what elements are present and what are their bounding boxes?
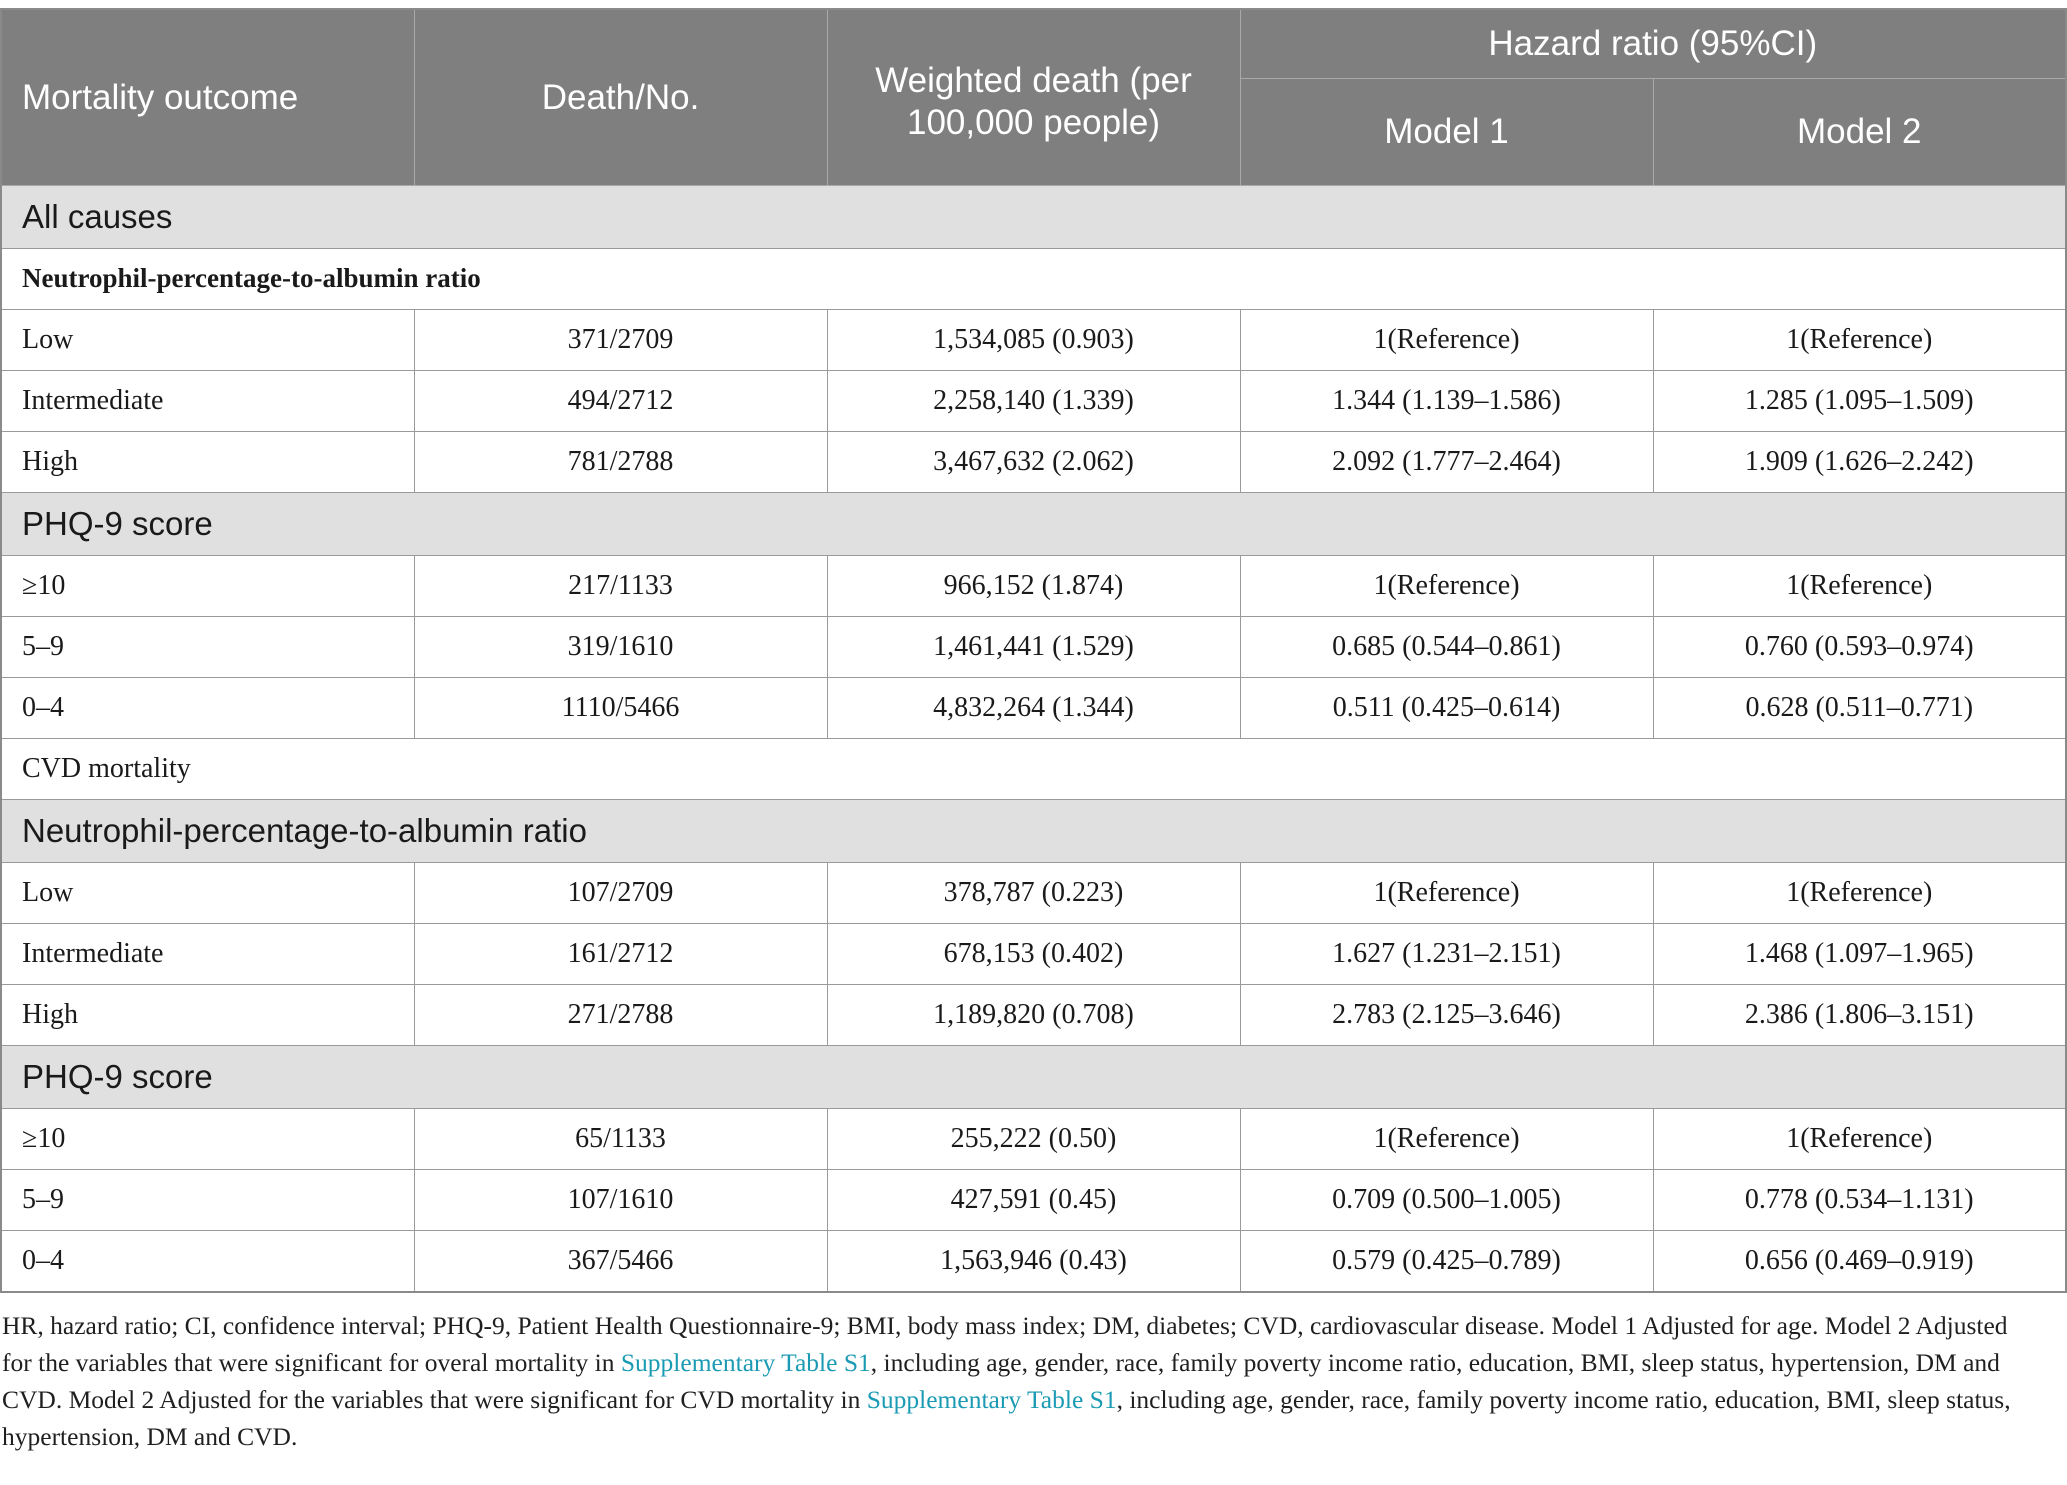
model-2-cell: 1.909 (1.626–2.242) — [1653, 432, 2066, 493]
supplementary-table-link[interactable]: Supplementary Table S1 — [620, 1348, 871, 1377]
model-1-cell: 1(Reference) — [1240, 310, 1653, 371]
row-label: High — [1, 432, 414, 493]
table-row — [1, 371, 2066, 432]
mortality-hazard-table — [0, 8, 2067, 1293]
model-2-cell: 0.778 (0.534–1.131) — [1653, 1170, 2066, 1231]
model-1-cell: 1.344 (1.139–1.586) — [1240, 371, 1653, 432]
weighted-death-cell: 378,787 (0.223) — [827, 863, 1240, 924]
header-mortality-outcome: Mortality outcome — [1, 9, 414, 186]
table-row — [1, 924, 2066, 985]
death-count-cell: 319/1610 — [414, 617, 827, 678]
subhead-label: Neutrophil-percentage-to-albumin ratio — [1, 249, 2066, 310]
subhead-label: CVD mortality — [1, 739, 2066, 800]
death-count-cell: 107/2709 — [414, 863, 827, 924]
table-row — [1, 432, 2066, 493]
death-count-cell: 781/2788 — [414, 432, 827, 493]
table-row — [1, 556, 2066, 617]
model-2-cell: 1(Reference) — [1653, 310, 2066, 371]
weighted-death-cell: 966,152 (1.874) — [827, 556, 1240, 617]
weighted-death-cell: 427,591 (0.45) — [827, 1170, 1240, 1231]
death-count-cell: 217/1133 — [414, 556, 827, 617]
row-label: Low — [1, 863, 414, 924]
model-2-cell: 1.468 (1.097–1.965) — [1653, 924, 2066, 985]
table-row — [1, 1170, 2066, 1231]
model-2-cell: 2.386 (1.806–3.151) — [1653, 985, 2066, 1046]
death-count-cell: 107/1610 — [414, 1170, 827, 1231]
row-label: 5–9 — [1, 617, 414, 678]
death-count-cell: 65/1133 — [414, 1109, 827, 1170]
section-row-phq9 — [1, 493, 2066, 556]
model-1-cell: 0.511 (0.425–0.614) — [1240, 678, 1653, 739]
subhead-row-npar — [1, 249, 2066, 310]
weighted-death-cell: 1,563,946 (0.43) — [827, 1231, 1240, 1293]
weighted-death-cell: 1,189,820 (0.708) — [827, 985, 1240, 1046]
section-label: PHQ-9 score — [1, 493, 2066, 556]
footnote-text-3: , including age, gender, race, family poverty income ratio, education, BMI, sleep status, hypertension, DM and CVD. — [2, 1385, 2011, 1451]
row-label: ≥10 — [1, 556, 414, 617]
weighted-death-cell: 1,461,441 (1.529) — [827, 617, 1240, 678]
weighted-death-cell: 1,534,085 (0.903) — [827, 310, 1240, 371]
model-1-cell: 0.579 (0.425–0.789) — [1240, 1231, 1653, 1293]
subhead-row-cvd-mortality — [1, 739, 2066, 800]
death-count-cell: 494/2712 — [414, 371, 827, 432]
table-row — [1, 310, 2066, 371]
model-2-cell: 1(Reference) — [1653, 556, 2066, 617]
model-2-cell: 0.760 (0.593–0.974) — [1653, 617, 2066, 678]
model-1-cell: 2.783 (2.125–3.646) — [1240, 985, 1653, 1046]
row-label: ≥10 — [1, 1109, 414, 1170]
row-label: Intermediate — [1, 371, 414, 432]
header-hazard-ratio-group: Hazard ratio (95%CI) — [1240, 9, 2066, 79]
model-1-cell: 0.709 (0.500–1.005) — [1240, 1170, 1653, 1231]
section-row-all-causes — [1, 186, 2066, 249]
table-body — [1, 186, 2066, 1293]
model-1-cell: 1(Reference) — [1240, 863, 1653, 924]
table-row — [1, 863, 2066, 924]
model-1-cell: 0.685 (0.544–0.861) — [1240, 617, 1653, 678]
model-1-cell: 2.092 (1.777–2.464) — [1240, 432, 1653, 493]
section-row-phq9 — [1, 1046, 2066, 1109]
page — [0, 8, 2067, 1455]
section-label: PHQ-9 score — [1, 1046, 2066, 1109]
row-label: Intermediate — [1, 924, 414, 985]
row-label: High — [1, 985, 414, 1046]
model-1-cell: 1.627 (1.231–2.151) — [1240, 924, 1653, 985]
row-label: 0–4 — [1, 678, 414, 739]
model-2-cell: 0.656 (0.469–0.919) — [1653, 1231, 2066, 1293]
weighted-death-cell: 2,258,140 (1.339) — [827, 371, 1240, 432]
death-count-cell: 271/2788 — [414, 985, 827, 1046]
table-row — [1, 617, 2066, 678]
model-2-cell: 0.628 (0.511–0.771) — [1653, 678, 2066, 739]
footnote-text-1: HR, hazard ratio; CI, confidence interval; PHQ-9, Patient Health Questionnaire-9; BMI, body mass index; DM, diabetes; CVD, cardiovascular disease. Model 1 Adjusted for age. Model 2 Adjusted for the variables that were significant for overal mortality in — [2, 1311, 2008, 1377]
section-label: All causes — [1, 186, 2066, 249]
header-weighted-death: Weighted death (per 100,000 people) — [827, 9, 1240, 186]
row-label: 0–4 — [1, 1231, 414, 1293]
model-2-cell: 1.285 (1.095–1.509) — [1653, 371, 2066, 432]
weighted-death-cell: 3,467,632 (2.062) — [827, 432, 1240, 493]
footnote-text-2: , including age, gender, race, family poverty income ratio, education, BMI, sleep status, hypertension, DM and CVD. Model 2 Adjusted for the variables that were significant for CVD mortality in — [2, 1348, 2000, 1414]
table-footnote — [0, 1307, 2044, 1455]
model-2-cell: 1(Reference) — [1653, 1109, 2066, 1170]
model-1-cell: 1(Reference) — [1240, 556, 1653, 617]
table-header — [1, 9, 2066, 186]
death-count-cell: 1110/5466 — [414, 678, 827, 739]
header-model-1: Model 1 — [1240, 79, 1653, 186]
section-row-npar — [1, 800, 2066, 863]
section-label: Neutrophil-percentage-to-albumin ratio — [1, 800, 2066, 863]
model-1-cell: 1(Reference) — [1240, 1109, 1653, 1170]
table-row — [1, 985, 2066, 1046]
death-count-cell: 371/2709 — [414, 310, 827, 371]
weighted-death-cell: 678,153 (0.402) — [827, 924, 1240, 985]
weighted-death-cell: 255,222 (0.50) — [827, 1109, 1240, 1170]
table-row — [1, 1109, 2066, 1170]
death-count-cell: 367/5466 — [414, 1231, 827, 1293]
header-model-2: Model 2 — [1653, 79, 2066, 186]
death-count-cell: 161/2712 — [414, 924, 827, 985]
header-death-no: Death/No. — [414, 9, 827, 186]
weighted-death-cell: 4,832,264 (1.344) — [827, 678, 1240, 739]
table-row — [1, 1231, 2066, 1293]
model-2-cell: 1(Reference) — [1653, 863, 2066, 924]
table-row — [1, 678, 2066, 739]
supplementary-table-link[interactable]: Supplementary Table S1 — [866, 1385, 1117, 1414]
row-label: 5–9 — [1, 1170, 414, 1231]
row-label: Low — [1, 310, 414, 371]
